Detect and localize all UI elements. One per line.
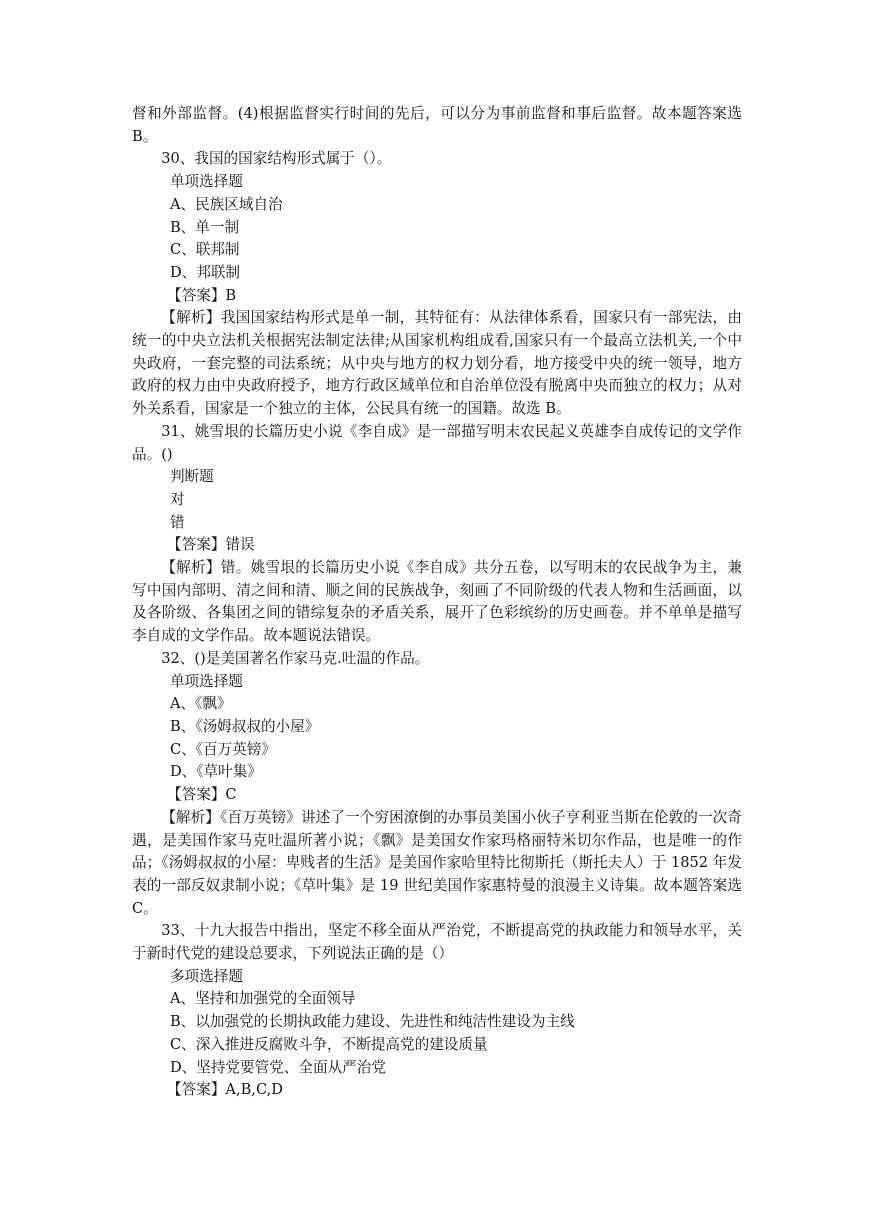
question-31-option-false: 错 (169, 513, 185, 531)
question-33-option-a: A、坚持和加强党的全面领导 (169, 990, 356, 1008)
question-32-analysis: 【解析】《百万英镑》讲述了一个穷困潦倒的办事员美国小伙子亨利亚当斯在伦敦的一次奇遇，是美国作家马克吐温所著小说；《飘》是美国女作家玛格丽特米切尔作品，也是唯一的作品；《汤姆叔叔的小屋：卑贱者的生活》是美国作家哈里特比彻斯托（斯托夫人）于 1852 年发表的一部反奴隶制小说；《草叶集》是 19 世纪美国作家惠特曼的浪漫主义诗集。故本题答案选 C。 (132, 808, 742, 917)
document-body (132, 103, 742, 1102)
question-32-option-d: D、《草叶集》 (169, 763, 262, 781)
question-33-answer: 【答案】A,B,C,D (167, 1081, 283, 1099)
question-32-stem: 32、()是美国著名作家马克.吐温的作品。 (161, 649, 430, 667)
question-31-stem: 31、姚雪垠的长篇历史小说《李自成》是一部描写明末农民起义英雄李自成传记的文学作品。() (132, 422, 742, 463)
question-30-option-a: A、民族区域自治 (169, 195, 283, 213)
question-33-stem: 33、十九大报告中指出，坚定不移全面从严治党，不断提高党的执政能力和领导水平，关于新时代党的建设总要求，下列说法正确的是（） (132, 922, 742, 963)
intro-continuation: 督和外部监督。(4)根据监督实行时间的先后，可以分为事前监督和事后监督。故本题答案选 B。 (132, 105, 742, 145)
question-31-option-true: 对 (169, 490, 185, 508)
question-30-analysis: 【解析】我国国家结构形式是单一制，其特征有：从法律体系看，国家只有一部宪法，由统一的中央立法机关根据宪法制定法律;从国家机构组成看,国家只有一个最高立法机关,一个中央政府，一套完整的司法系统；从中央与地方的权力划分看，地方接受中央的统一领导，地方政府的权力由中央政府授予，地方行政区域单位和自治单位没有脱离中央而独立的权力；从对外关系看，国家是一个独立的主体，公民具有统一的国籍。故选 B。 (132, 309, 742, 418)
question-32-answer: 【答案】C (167, 786, 237, 804)
question-33-option-c: C、深入推进反腐败斗争，不断提高党的建设质量 (169, 1035, 488, 1053)
question-33-option-b: B、以加强党的长期执政能力建设、先进性和纯洁性建设为主线 (169, 1013, 575, 1031)
question-31-answer: 【答案】错误 (167, 536, 255, 554)
question-32-option-c: C、《百万英镑》 (169, 740, 276, 758)
question-32-option-a: A、《飘》 (169, 695, 232, 713)
question-31-analysis: 【解析】错。姚雪垠的长篇历史小说《李自成》共分五卷，以写明末的农民战争为主，兼写中国内部明、清之间和清、顺之间的民族战争，刻画了不同阶级的代表人物和生活画面，以及各阶级、各集团之间的错综复杂的矛盾关系，展开了色彩缤纷的历史画卷。并不单单是描写李自成的文学作品。故本题说法错误。 (132, 559, 742, 645)
question-30-type: 单项选择题 (169, 173, 243, 191)
question-32-option-b: B、《汤姆叔叔的小屋》 (169, 717, 320, 735)
question-33-option-d: D、坚持党要管党、全面从严治党 (169, 1058, 386, 1076)
question-30-option-b: B、单一制 (169, 218, 240, 236)
question-30-answer: 【答案】B (167, 286, 237, 304)
question-33-type: 多项选择题 (169, 967, 243, 985)
question-30-stem: 30、我国的国家结构形式属于（）。 (161, 150, 392, 168)
question-31-type: 判断题 (169, 468, 214, 486)
question-30-option-c: C、联邦制 (169, 241, 240, 259)
question-30-option-d: D、邦联制 (169, 263, 241, 281)
question-32-type: 单项选择题 (169, 672, 243, 690)
